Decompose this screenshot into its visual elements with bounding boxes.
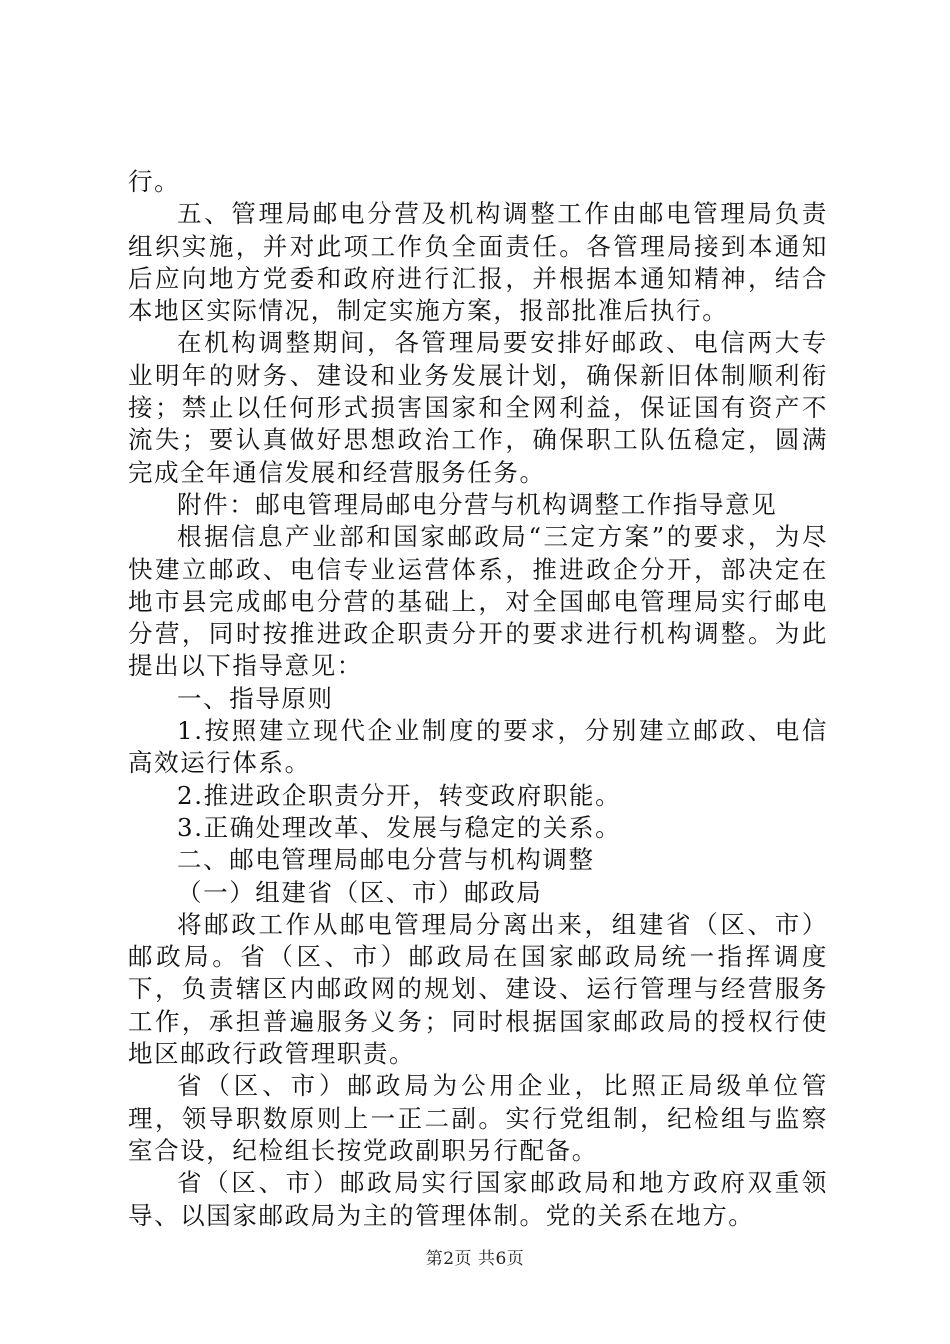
principle-item-2: 2.推进政企职责分开，转变政府职能。 [177,780,622,810]
paragraph-postal-bureau-setup: 将邮政工作从邮电管理局分离出来，组建省（区、市）邮政局。省（区、市）邮政局在国家邮政局统一指挥调度下，负责辖区内邮政网的规划、建设、运行管理与经营服务工作，承担普遍服务义务；同时根据国家邮政局的授权行使地区邮政行政管理职责。 [128,909,828,1069]
document-body [128,166,828,1232]
principle-item-3: 3.正确处理改革、发展与稳定的关系。 [177,812,622,842]
heading-subsection-one: （一）组建省（区、市）邮政局 [177,877,543,907]
paragraph-postal-bureau-leadership: 省（区、市）邮政局实行国家邮政局和地方政府双重领导、以国家邮政局为主的管理体制。党的关系在地方。 [128,1168,828,1230]
paragraph-item-five: 五、管理局邮电分营及机构调整工作由邮电管理局负责组织实施，并对此项工作负全面责任。各管理局接到本通知后应向地方党委和政府进行汇报，并根据本通知精神，结合本地区实际情况，制定实施方案，报部批准后执行。 [128,199,828,326]
paragraph-postal-bureau-status: 省（区、市）邮政局为公用企业，比照正局级单位管理，领导职数原则上一正二副。实行党组制，纪检组与监察室合设，纪检组长按党政副职另行配备。 [128,1071,828,1165]
paragraph-intro: 根据信息产业部和国家邮政局“三定方案”的要求，为尽快建立邮政、电信专业运营体系，推进政企分开，部决定在地市县完成邮电分营的基础上，对全国邮电管理局实行邮电分营，同时按推进政企职责分开的要求进行机构调整。为此提出以下指导意见： [128,522,828,681]
paragraph-continuation: 行。 [128,167,181,196]
heading-guiding-principles: 一、指导原则 [177,683,334,713]
heading-section-two: 二、邮电管理局邮电分营与机构调整 [177,845,595,875]
page-number-footer: 第2页 共6页 [425,1249,525,1269]
principle-item-1: 1.按照建立现代企业制度的要求，分别建立邮政、电信高效运行体系。 [128,716,828,778]
paragraph-attachment-title: 附件：邮电管理局邮电分营与机构调整工作指导意见 [177,489,778,519]
paragraph-adjustment-period: 在机构调整期间，各管理局要安排好邮政、电信两大专业明年的财务、建设和业务发展计划，确保新旧体制顺利衔接；禁止以任何形式损害国家和全网利益，保证国有资产不流失；要认真做好思想政治工作，确保职工队伍稳定，圆满完成全年通信发展和经营服务任务。 [128,328,828,487]
